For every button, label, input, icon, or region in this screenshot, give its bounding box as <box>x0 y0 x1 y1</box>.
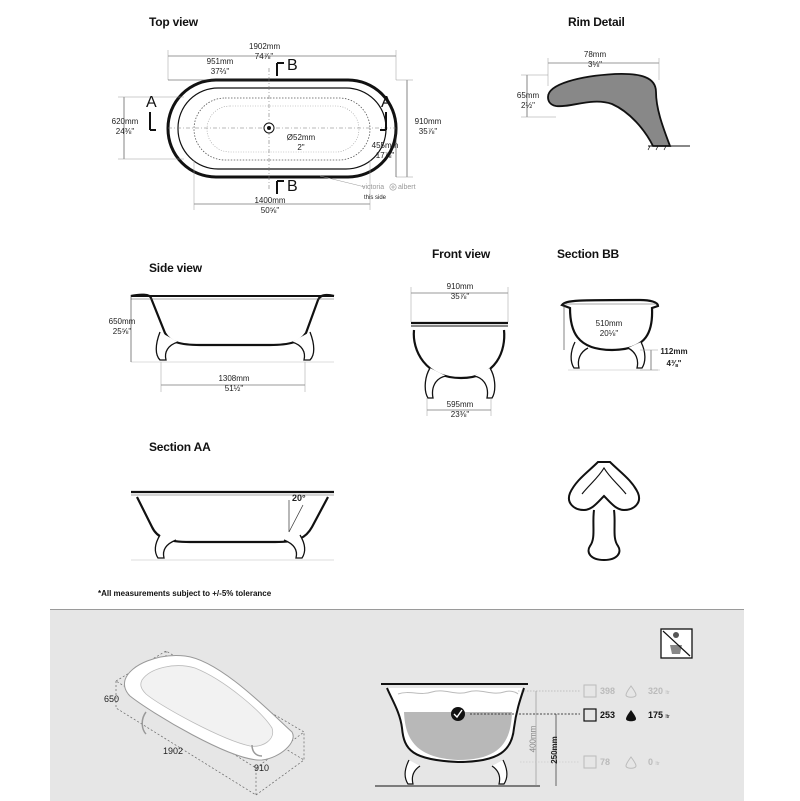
box-length-label: 1902 <box>163 746 184 756</box>
rim-width-in: 3⅛" <box>588 60 602 69</box>
aa-angle: 20° <box>292 493 306 503</box>
top-half-mm: 951mm <box>206 57 234 66</box>
brand-note: this side <box>364 195 387 201</box>
side-view-title: Side view <box>149 261 202 275</box>
top-width-in: 35⅞" <box>418 127 438 136</box>
rim-detail-title: Rim Detail <box>568 15 625 29</box>
section-bb-title: Section BB <box>557 247 620 261</box>
top-half-in: 37⅔" <box>210 67 230 76</box>
side-feet-mm: 1308mm <box>218 374 250 383</box>
front-width-in: 35⅞" <box>450 292 470 301</box>
top-width-left-mm: 620mm <box>111 117 139 126</box>
section-b-top-label: B <box>287 57 298 74</box>
front-feet-in: 23⅜" <box>450 410 470 419</box>
section-a-left-label: A <box>146 94 157 111</box>
overflow-height-label: 250mm <box>549 736 559 764</box>
top-half-width-in: 17⅞" <box>375 151 395 160</box>
brand-albert: albert <box>398 184 416 191</box>
top-width-left-in: 24⅜" <box>115 127 135 136</box>
bb-floor-in: 4⅜" <box>666 359 682 368</box>
box-width-label: 910 <box>254 763 270 773</box>
rim-height-in: 2½" <box>521 101 535 110</box>
rim-height-mm: 65mm <box>516 91 540 100</box>
volume-row3-right: 0 ltr <box>648 757 660 767</box>
rim-width-mm: 78mm <box>583 50 607 59</box>
front-width-mm: 910mm <box>446 282 474 291</box>
section-a-right-label: A <box>381 94 392 111</box>
volume-row2-right: 175 ltr <box>648 710 670 720</box>
top-view-title: Top view <box>149 15 198 29</box>
top-inner-in: 50⅝" <box>260 206 280 215</box>
section-aa-title: Section AA <box>149 440 211 454</box>
volume-row1-left: 398 <box>600 686 616 696</box>
top-inner-mm: 1400mm <box>254 196 286 205</box>
top-length-mm: 1902mm <box>249 42 281 51</box>
brand-victoria: victoria <box>362 184 385 191</box>
tolerance-note: *All measurements subject to +/-5% tolerance <box>98 589 272 598</box>
waste-diameter-in: 2" <box>297 143 305 152</box>
water-depth-label: 400mm <box>528 725 538 753</box>
top-length-in: 74⅞" <box>254 52 274 61</box>
side-height-mm: 650mm <box>108 317 136 326</box>
bb-floor-mm: 112mm <box>660 347 688 356</box>
side-height-in: 25⅝" <box>112 327 132 336</box>
side-feet-in: 51½" <box>224 384 244 393</box>
waste-diameter-mm: Ø52mm <box>286 133 316 142</box>
volume-row3-left: 78 <box>600 757 611 767</box>
box-height-label: 650 <box>104 694 120 704</box>
top-width-mm: 910mm <box>414 117 442 126</box>
section-b-bottom-label: B <box>287 178 298 195</box>
volume-row2-left: 253 <box>600 710 616 720</box>
bb-depth-mm: 510mm <box>595 319 623 328</box>
front-feet-mm: 595mm <box>446 400 474 409</box>
top-half-width-mm: 455mm <box>371 141 399 150</box>
front-view-title: Front view <box>432 247 491 261</box>
bb-depth-in: 20⅛" <box>599 329 619 338</box>
volume-row1-right: 320 ltr <box>648 686 670 696</box>
